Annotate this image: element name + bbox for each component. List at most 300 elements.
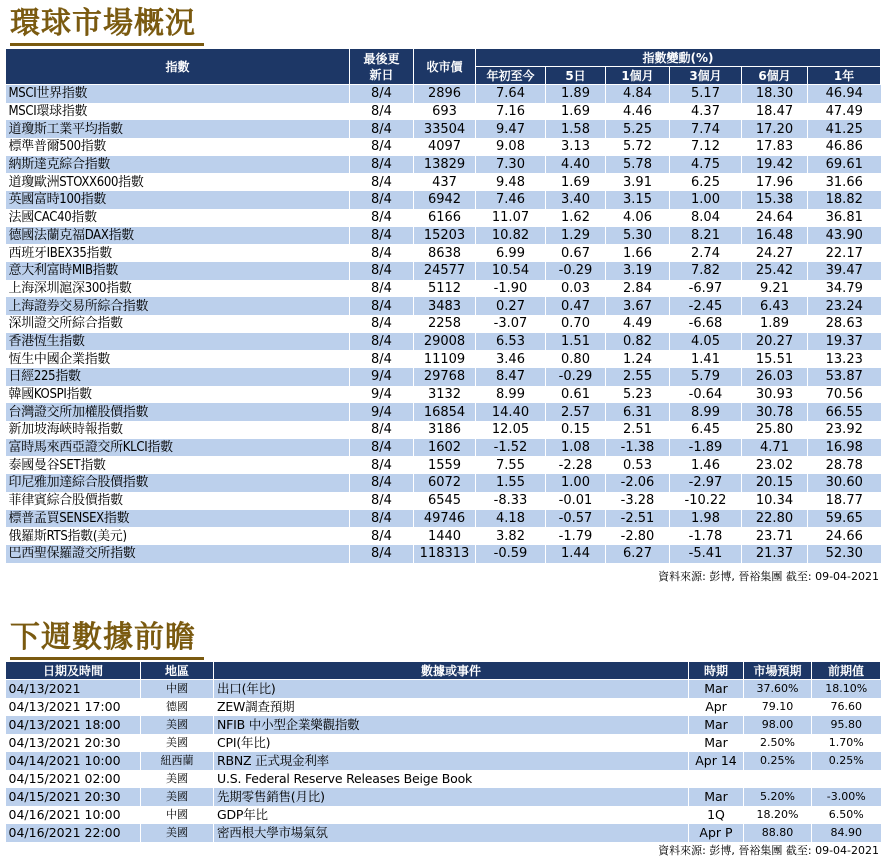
- index-close: 15203: [414, 227, 476, 245]
- index-date: 8/4: [350, 244, 414, 262]
- index-name: 德國法蘭克福DAX指數: [6, 227, 350, 245]
- index-change-0: -0.59: [476, 545, 546, 563]
- index-close: 8638: [414, 244, 476, 262]
- event-region: 美國: [141, 788, 214, 806]
- table-row: [6, 545, 881, 563]
- index-change-0: 14.40: [476, 403, 546, 421]
- index-change-2: 3.91: [606, 173, 670, 191]
- index-change-3: 5.17: [670, 85, 742, 103]
- index-date: 8/4: [350, 191, 414, 209]
- index-date: 8/4: [350, 527, 414, 545]
- index-close: 29008: [414, 333, 476, 351]
- index-change-3: 1.00: [670, 191, 742, 209]
- index-change-2: 4.46: [606, 103, 670, 121]
- event-forecast: 98.00: [744, 716, 812, 734]
- index-change-1: -0.57: [546, 510, 606, 528]
- index-change-2: 1.24: [606, 350, 670, 368]
- index-close: 6545: [414, 492, 476, 510]
- index-name: 英國富時100指數: [6, 191, 350, 209]
- index-close: 2258: [414, 315, 476, 333]
- index-change-1: 3.40: [546, 191, 606, 209]
- event-forecast: 37.60%: [744, 680, 812, 699]
- index-change-1: 1.00: [546, 474, 606, 492]
- header-period-2: 1個月: [606, 67, 670, 85]
- index-change-1: 1.51: [546, 333, 606, 351]
- index-change-5: 46.94: [808, 85, 881, 103]
- index-change-4: 24.64: [742, 209, 808, 227]
- index-change-0: 7.16: [476, 103, 546, 121]
- table-row: [6, 191, 881, 209]
- index-change-2: 2.84: [606, 280, 670, 298]
- index-date: 8/4: [350, 209, 414, 227]
- index-date: 8/4: [350, 138, 414, 156]
- index-change-2: 1.66: [606, 244, 670, 262]
- index-name: 意大利富時MIB指數: [6, 262, 350, 280]
- index-change-3: 7.12: [670, 138, 742, 156]
- index-change-4: 21.37: [742, 545, 808, 563]
- index-change-5: 18.82: [808, 191, 881, 209]
- table-row: [6, 173, 881, 191]
- index-change-1: 4.40: [546, 156, 606, 174]
- index-change-0: -1.52: [476, 439, 546, 457]
- index-change-3: 4.05: [670, 333, 742, 351]
- table-row: [6, 510, 881, 528]
- event-name: GDP年比: [214, 806, 689, 824]
- index-change-2: 5.78: [606, 156, 670, 174]
- index-change-4: 4.71: [742, 439, 808, 457]
- event-previous: 1.70%: [812, 734, 881, 752]
- event-previous: [812, 770, 881, 788]
- index-name: 上海證券交易所綜合指數: [6, 297, 350, 315]
- index-change-5: 13.23: [808, 350, 881, 368]
- index-date: 8/4: [350, 439, 414, 457]
- event-period: Mar: [689, 716, 744, 734]
- table-row: [6, 209, 881, 227]
- index-change-0: 10.82: [476, 227, 546, 245]
- index-change-4: 15.51: [742, 350, 808, 368]
- event-name: 密西根大學市場氣氛: [214, 824, 689, 842]
- index-change-4: 18.30: [742, 85, 808, 103]
- table-row: [6, 474, 881, 492]
- table-row: [6, 770, 881, 788]
- index-change-3: -2.97: [670, 474, 742, 492]
- index-change-1: 1.08: [546, 439, 606, 457]
- index-change-2: 5.23: [606, 386, 670, 404]
- index-change-1: -2.28: [546, 456, 606, 474]
- index-close: 6072: [414, 474, 476, 492]
- table-row: [6, 333, 881, 351]
- event-region: 中國: [141, 680, 214, 699]
- index-name: 香港恆生指數: [6, 333, 350, 351]
- index-change-2: 2.55: [606, 368, 670, 386]
- index-name: 標準普爾500指數: [6, 138, 350, 156]
- event-previous: 6.50%: [812, 806, 881, 824]
- index-change-2: 3.15: [606, 191, 670, 209]
- index-close: 3132: [414, 386, 476, 404]
- index-date: 8/4: [350, 333, 414, 351]
- table-row: [6, 386, 881, 404]
- index-change-4: 17.96: [742, 173, 808, 191]
- index-change-4: 17.20: [742, 120, 808, 138]
- header-close: 收市價: [414, 49, 476, 85]
- index-change-1: 3.13: [546, 138, 606, 156]
- market-title: 環球市場概況: [10, 6, 196, 41]
- header-region: 地區: [141, 662, 214, 680]
- index-close: 118313: [414, 545, 476, 563]
- index-change-3: 4.37: [670, 103, 742, 121]
- event-region: 美國: [141, 734, 214, 752]
- index-change-5: 52.30: [808, 545, 881, 563]
- table-row: [6, 85, 881, 103]
- index-name: 西班牙IBEX35指數: [6, 244, 350, 262]
- index-name: 韓國KOSPI指數: [6, 386, 350, 404]
- index-change-5: 28.78: [808, 456, 881, 474]
- index-change-4: 24.27: [742, 244, 808, 262]
- index-change-2: 4.49: [606, 315, 670, 333]
- index-change-1: 0.03: [546, 280, 606, 298]
- index-change-5: 18.77: [808, 492, 881, 510]
- index-close: 1440: [414, 527, 476, 545]
- event-forecast: 5.20%: [744, 788, 812, 806]
- index-change-0: -3.07: [476, 315, 546, 333]
- table-row: [6, 439, 881, 457]
- index-date: 8/4: [350, 227, 414, 245]
- event-datetime: 04/13/2021 20:30: [6, 734, 141, 752]
- header-last-update: 最後更新日: [350, 49, 414, 85]
- index-date: 8/4: [350, 297, 414, 315]
- index-name: 道瓊斯工業平均指數: [6, 120, 350, 138]
- index-change-4: 25.80: [742, 421, 808, 439]
- event-previous: 18.10%: [812, 680, 881, 699]
- index-change-4: 26.03: [742, 368, 808, 386]
- header-period-1: 5日: [546, 67, 606, 85]
- index-date: 8/4: [350, 156, 414, 174]
- index-change-2: 0.82: [606, 333, 670, 351]
- index-name: 富時馬來西亞證交所KLCI指數: [6, 439, 350, 457]
- index-change-5: 24.66: [808, 527, 881, 545]
- index-date: 8/4: [350, 280, 414, 298]
- table-row: [6, 138, 881, 156]
- index-change-4: 10.34: [742, 492, 808, 510]
- index-close: 3186: [414, 421, 476, 439]
- index-date: 8/4: [350, 350, 414, 368]
- event-forecast: 18.20%: [744, 806, 812, 824]
- event-datetime: 04/15/2021 02:00: [6, 770, 141, 788]
- index-change-3: 5.79: [670, 368, 742, 386]
- header-period-3: 3個月: [670, 67, 742, 85]
- table-row: [6, 262, 881, 280]
- event-period: Apr P: [689, 824, 744, 842]
- event-period: Apr: [689, 698, 744, 716]
- index-change-3: 1.46: [670, 456, 742, 474]
- index-date: 8/4: [350, 262, 414, 280]
- index-close: 693: [414, 103, 476, 121]
- index-change-3: 1.41: [670, 350, 742, 368]
- header-index: 指數: [6, 49, 350, 85]
- event-previous: 0.25%: [812, 752, 881, 770]
- event-name: 出口(年比): [214, 680, 689, 699]
- calendar-title-underline: [10, 657, 204, 660]
- index-change-2: -3.28: [606, 492, 670, 510]
- table-row: [6, 456, 881, 474]
- table-row: [6, 280, 881, 298]
- event-period: Mar: [689, 680, 744, 699]
- index-close: 437: [414, 173, 476, 191]
- index-change-4: 18.47: [742, 103, 808, 121]
- table-row: [6, 698, 881, 716]
- event-name: RBNZ 正式現金利率: [214, 752, 689, 770]
- index-change-5: 23.24: [808, 297, 881, 315]
- event-period: [689, 770, 744, 788]
- index-change-2: 0.53: [606, 456, 670, 474]
- index-change-4: 23.02: [742, 456, 808, 474]
- event-region: 美國: [141, 770, 214, 788]
- event-datetime: 04/16/2021 22:00: [6, 824, 141, 842]
- index-change-4: 17.83: [742, 138, 808, 156]
- index-name: 台灣證交所加權股價指數: [6, 403, 350, 421]
- index-close: 4097: [414, 138, 476, 156]
- index-name: 標普孟買SENSEX指數: [6, 510, 350, 528]
- index-change-5: 41.25: [808, 120, 881, 138]
- event-name: ZEW調查預期: [214, 698, 689, 716]
- table-row: [6, 297, 881, 315]
- event-datetime: 04/13/2021 18:00: [6, 716, 141, 734]
- index-change-2: -2.06: [606, 474, 670, 492]
- event-region: 美國: [141, 824, 214, 842]
- header-period-4: 6個月: [742, 67, 808, 85]
- index-name: 日經225指數: [6, 368, 350, 386]
- index-name: 泰國曼谷SET指數: [6, 456, 350, 474]
- index-change-5: 69.61: [808, 156, 881, 174]
- table-row: [6, 244, 881, 262]
- index-close: 2896: [414, 85, 476, 103]
- index-change-4: 23.71: [742, 527, 808, 545]
- index-change-3: 6.45: [670, 421, 742, 439]
- index-name: 菲律賓綜合股價指數: [6, 492, 350, 510]
- index-change-3: 7.82: [670, 262, 742, 280]
- event-period: 1Q: [689, 806, 744, 824]
- index-change-5: 22.17: [808, 244, 881, 262]
- index-change-3: -0.64: [670, 386, 742, 404]
- index-change-4: 16.48: [742, 227, 808, 245]
- table-row: [6, 350, 881, 368]
- index-name: 道瓊歐洲STOXX600指數: [6, 173, 350, 191]
- index-change-2: -1.38: [606, 439, 670, 457]
- index-change-0: 10.54: [476, 262, 546, 280]
- table-row: [6, 368, 881, 386]
- table-row: [6, 315, 881, 333]
- calendar-source: 資料來源: 彭博, 晉裕集團 截至: 09-04-2021: [658, 844, 879, 857]
- index-change-1: 1.69: [546, 173, 606, 191]
- index-change-3: -5.41: [670, 545, 742, 563]
- index-change-5: 70.56: [808, 386, 881, 404]
- index-date: 8/4: [350, 545, 414, 563]
- event-datetime: 04/16/2021 10:00: [6, 806, 141, 824]
- index-change-5: 46.86: [808, 138, 881, 156]
- index-change-1: 1.29: [546, 227, 606, 245]
- index-change-0: 8.99: [476, 386, 546, 404]
- event-region: 德國: [141, 698, 214, 716]
- index-change-5: 19.37: [808, 333, 881, 351]
- index-change-2: 5.25: [606, 120, 670, 138]
- index-name: 印尼雅加達綜合股價指數: [6, 474, 350, 492]
- index-name: 俄羅斯RTS指數(美元): [6, 527, 350, 545]
- event-period: Apr 14: [689, 752, 744, 770]
- index-change-5: 34.79: [808, 280, 881, 298]
- index-name: 納斯達克綜合指數: [6, 156, 350, 174]
- index-change-4: 6.43: [742, 297, 808, 315]
- index-change-0: 7.30: [476, 156, 546, 174]
- index-change-5: 16.98: [808, 439, 881, 457]
- index-change-0: 6.53: [476, 333, 546, 351]
- index-date: 8/4: [350, 103, 414, 121]
- index-change-0: 7.55: [476, 456, 546, 474]
- index-change-0: 9.08: [476, 138, 546, 156]
- index-close: 49746: [414, 510, 476, 528]
- index-close: 1559: [414, 456, 476, 474]
- index-change-0: 3.46: [476, 350, 546, 368]
- index-change-5: 23.92: [808, 421, 881, 439]
- table-row: [6, 752, 881, 770]
- header-datetime: 日期及時間: [6, 662, 141, 680]
- header-previous: 前期值: [812, 662, 881, 680]
- calendar-table: [5, 661, 881, 842]
- index-change-5: 47.49: [808, 103, 881, 121]
- header-forecast: 市場預期: [744, 662, 812, 680]
- index-change-1: -0.01: [546, 492, 606, 510]
- index-change-3: 7.74: [670, 120, 742, 138]
- index-change-2: 5.30: [606, 227, 670, 245]
- index-change-1: 0.47: [546, 297, 606, 315]
- event-previous: 84.90: [812, 824, 881, 842]
- index-close: 24577: [414, 262, 476, 280]
- index-change-0: 11.07: [476, 209, 546, 227]
- index-change-3: -6.97: [670, 280, 742, 298]
- index-close: 6166: [414, 209, 476, 227]
- index-change-1: 1.44: [546, 545, 606, 563]
- market-table: [5, 48, 881, 563]
- event-name: U.S. Federal Reserve Releases Beige Book: [214, 770, 689, 788]
- index-change-4: 30.78: [742, 403, 808, 421]
- event-forecast: [744, 770, 812, 788]
- index-change-0: 7.46: [476, 191, 546, 209]
- index-close: 13829: [414, 156, 476, 174]
- index-change-2: 4.06: [606, 209, 670, 227]
- index-change-0: 7.64: [476, 85, 546, 103]
- index-change-4: 15.38: [742, 191, 808, 209]
- index-name: MSCI世界指數: [6, 85, 350, 103]
- index-change-0: 0.27: [476, 297, 546, 315]
- index-change-0: 3.82: [476, 527, 546, 545]
- table-row: [6, 788, 881, 806]
- index-change-2: 6.31: [606, 403, 670, 421]
- index-change-1: 2.57: [546, 403, 606, 421]
- index-change-1: -0.29: [546, 262, 606, 280]
- calendar-title: 下週數據前瞻: [10, 620, 196, 655]
- index-date: 9/4: [350, 368, 414, 386]
- index-change-1: -1.79: [546, 527, 606, 545]
- header-change-group: 指數變動(%): [476, 49, 881, 67]
- index-change-2: 6.27: [606, 545, 670, 563]
- index-change-3: -2.45: [670, 297, 742, 315]
- index-change-2: 2.51: [606, 421, 670, 439]
- index-close: 29768: [414, 368, 476, 386]
- index-name: MSCI環球指數: [6, 103, 350, 121]
- index-change-5: 59.65: [808, 510, 881, 528]
- table-row: [6, 227, 881, 245]
- table-row: [6, 716, 881, 734]
- table-row: [6, 156, 881, 174]
- index-change-3: -6.68: [670, 315, 742, 333]
- index-date: 9/4: [350, 403, 414, 421]
- index-close: 3483: [414, 297, 476, 315]
- index-name: 法國CAC40指數: [6, 209, 350, 227]
- index-change-3: 8.99: [670, 403, 742, 421]
- index-change-1: 0.61: [546, 386, 606, 404]
- index-change-1: 0.70: [546, 315, 606, 333]
- event-datetime: 04/14/2021 10:00: [6, 752, 141, 770]
- event-region: 美國: [141, 716, 214, 734]
- index-close: 6942: [414, 191, 476, 209]
- index-change-4: 30.93: [742, 386, 808, 404]
- index-date: 8/4: [350, 120, 414, 138]
- index-change-3: 6.25: [670, 173, 742, 191]
- index-date: 8/4: [350, 456, 414, 474]
- index-close: 1602: [414, 439, 476, 457]
- table-row: [6, 492, 881, 510]
- index-change-0: 12.05: [476, 421, 546, 439]
- index-change-5: 39.47: [808, 262, 881, 280]
- index-change-1: 0.67: [546, 244, 606, 262]
- index-date: 9/4: [350, 386, 414, 404]
- table-row: [6, 421, 881, 439]
- event-name: CPI(年比): [214, 734, 689, 752]
- index-date: 8/4: [350, 173, 414, 191]
- index-close: 11109: [414, 350, 476, 368]
- event-forecast: 79.10: [744, 698, 812, 716]
- index-name: 深圳證交所綜合指數: [6, 315, 350, 333]
- index-change-4: 22.80: [742, 510, 808, 528]
- event-name: 先期零售銷售(月比): [214, 788, 689, 806]
- event-datetime: 04/13/2021 17:00: [6, 698, 141, 716]
- index-date: 8/4: [350, 492, 414, 510]
- index-name: 巴西聖保羅證交所指數: [6, 545, 350, 563]
- index-close: 33504: [414, 120, 476, 138]
- index-change-0: 9.47: [476, 120, 546, 138]
- index-change-5: 30.60: [808, 474, 881, 492]
- index-change-3: -1.78: [670, 527, 742, 545]
- index-change-2: -2.80: [606, 527, 670, 545]
- index-change-4: 1.89: [742, 315, 808, 333]
- event-forecast: 88.80: [744, 824, 812, 842]
- table-row: [6, 824, 881, 842]
- index-date: 8/4: [350, 315, 414, 333]
- index-change-5: 66.55: [808, 403, 881, 421]
- market-title-underline: [10, 43, 204, 46]
- index-change-4: 20.27: [742, 333, 808, 351]
- table-row: [6, 734, 881, 752]
- header-event: 數據或事件: [214, 662, 689, 680]
- index-change-2: -2.51: [606, 510, 670, 528]
- index-date: 8/4: [350, 421, 414, 439]
- event-period: Mar: [689, 734, 744, 752]
- event-period: Mar: [689, 788, 744, 806]
- index-change-0: 8.47: [476, 368, 546, 386]
- index-change-5: 36.81: [808, 209, 881, 227]
- index-close: 16854: [414, 403, 476, 421]
- index-date: 8/4: [350, 85, 414, 103]
- table-row: [6, 680, 881, 699]
